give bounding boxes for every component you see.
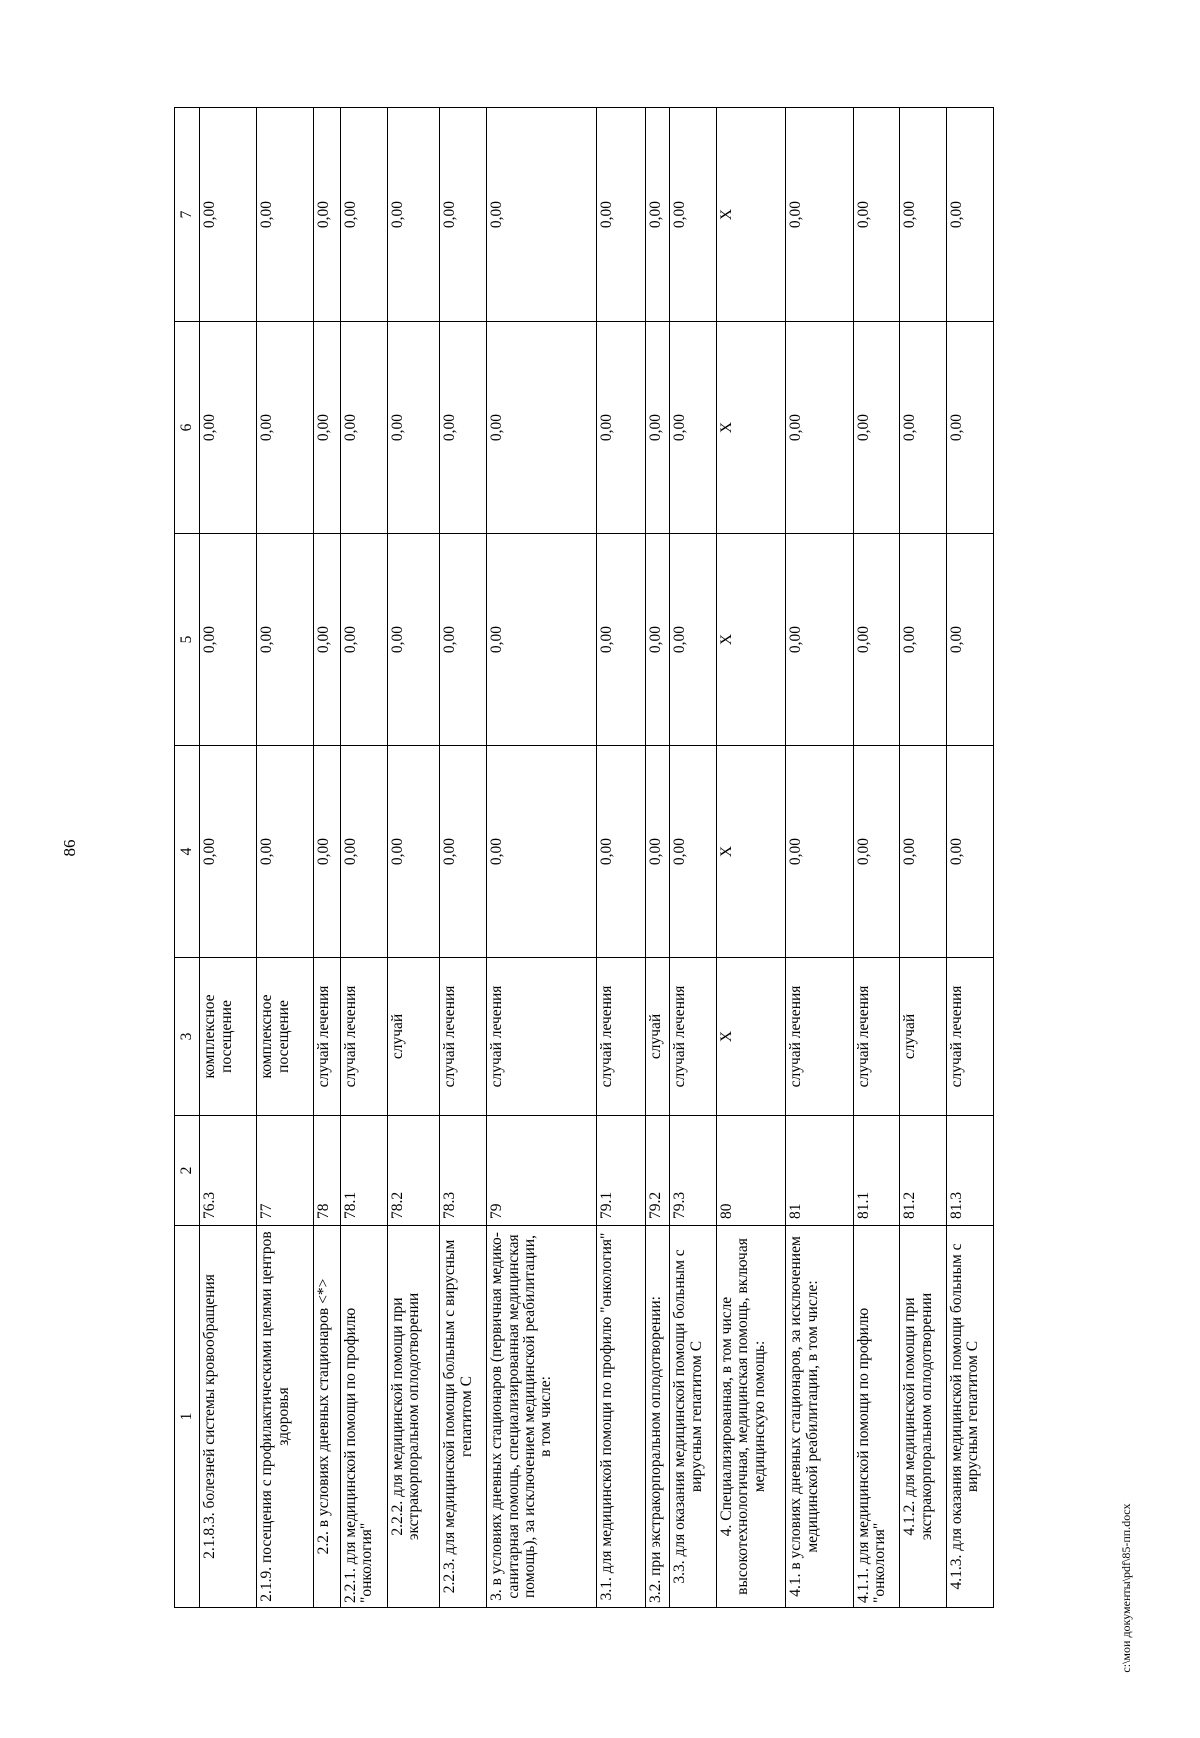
value-cell: 0,00 [900, 534, 947, 746]
value-cell: 0,00 [387, 534, 440, 746]
indicator-name-cell: 4.1.2. для медицинской помощи при экстракорпоральном оплодотворении [900, 1226, 947, 1608]
value-cell: 0,00 [670, 108, 717, 322]
value-cell: 0,00 [597, 322, 646, 534]
table-row [900, 108, 947, 1608]
value-cell: 0,00 [645, 108, 669, 322]
unit-cell: случай [900, 958, 947, 1116]
value-cell: 0,00 [645, 534, 669, 746]
value-cell: 0,00 [200, 746, 257, 958]
table-row [200, 108, 257, 1608]
unit-cell: случай лечения [786, 958, 853, 1116]
value-cell: 0,00 [387, 322, 440, 534]
row-number-cell: 81.2 [900, 1116, 947, 1226]
indicator-name-cell: 2.2.3. для медицинской помощи больным с вирусным гепатитом С [440, 1226, 487, 1608]
value-cell: 0,00 [900, 322, 947, 534]
unit-cell: случай лечения [314, 958, 340, 1116]
unit-cell: Х [717, 958, 786, 1116]
table-row [786, 108, 853, 1608]
footer-file-path: c:\мои документы\pdf\85-пп.docx [1119, 1503, 1133, 1673]
unit-cell: комплексное посещение [257, 958, 314, 1116]
table-row [670, 108, 717, 1608]
header-cell: 1 [175, 1226, 200, 1608]
value-cell: 0,00 [853, 108, 900, 322]
table-row [853, 108, 900, 1608]
unit-cell: случай лечения [440, 958, 487, 1116]
page-number: 86 [60, 839, 79, 857]
value-cell: 0,00 [947, 534, 994, 746]
value-cell: 0,00 [947, 108, 994, 322]
value-cell: 0,00 [200, 322, 257, 534]
unit-cell: случай [645, 958, 669, 1116]
value-cell: 0,00 [786, 322, 853, 534]
value-cell: 0,00 [597, 534, 646, 746]
table-row [947, 108, 994, 1608]
header-cell: 7 [175, 108, 200, 322]
row-number-cell: 76.3 [200, 1116, 257, 1226]
value-cell: 0,00 [786, 534, 853, 746]
value-cell: 0,00 [387, 746, 440, 958]
header-cell: 4 [175, 746, 200, 958]
value-cell: 0,00 [440, 322, 487, 534]
row-number-cell: 79.2 [645, 1116, 669, 1226]
value-cell: 0,00 [314, 746, 340, 958]
header-cell: 5 [175, 534, 200, 746]
indicator-name-cell: 3.3. для оказания медицинской помощи больным с вирусным гепатитом С [670, 1226, 717, 1608]
value-cell: 0,00 [786, 108, 853, 322]
table-row [340, 108, 387, 1608]
unit-cell: случай лечения [670, 958, 717, 1116]
row-number-cell: 79 [487, 1116, 597, 1226]
value-cell: 0,00 [597, 746, 646, 958]
value-cell: 0,00 [900, 108, 947, 322]
value-cell: Х [717, 322, 786, 534]
value-cell: 0,00 [487, 108, 597, 322]
unit-cell: случай лечения [597, 958, 646, 1116]
value-cell: 0,00 [257, 322, 314, 534]
value-cell: 0,00 [487, 534, 597, 746]
unit-cell: случай лечения [487, 958, 597, 1116]
row-number-cell: 78.3 [440, 1116, 487, 1226]
value-cell: 0,00 [487, 746, 597, 958]
header-cell: 3 [175, 958, 200, 1116]
row-number-cell: 81 [786, 1116, 853, 1226]
value-cell: 0,00 [670, 534, 717, 746]
value-cell: 0,00 [340, 108, 387, 322]
value-cell: 0,00 [670, 322, 717, 534]
value-cell: 0,00 [257, 746, 314, 958]
indicator-name-cell: 2.2.1. для медицинской помощи по профилю "онкология" [340, 1226, 387, 1608]
document-table-wrapper [174, 108, 994, 1608]
value-cell: 0,00 [314, 534, 340, 746]
row-number-cell: 78.2 [387, 1116, 440, 1226]
value-cell: 0,00 [200, 108, 257, 322]
row-number-cell: 81.1 [853, 1116, 900, 1226]
table-row [387, 108, 440, 1608]
medical-care-volume-table [174, 107, 994, 1608]
value-cell: Х [717, 534, 786, 746]
value-cell: 0,00 [645, 322, 669, 534]
table-row [487, 108, 597, 1608]
header-cell: 2 [175, 1116, 200, 1226]
indicator-name-cell: 4.1.1. для медицинской помощи по профилю "онкология" [853, 1226, 900, 1608]
row-number-cell: 77 [257, 1116, 314, 1226]
value-cell: 0,00 [670, 746, 717, 958]
table-row [717, 108, 786, 1608]
value-cell: 0,00 [314, 108, 340, 322]
value-cell: Х [717, 108, 786, 322]
indicator-name-cell: 2.1.9. посещения с профилактическими целями центров здоровья [257, 1226, 314, 1608]
value-cell: 0,00 [853, 534, 900, 746]
unit-cell: случай лечения [853, 958, 900, 1116]
value-cell: 0,00 [257, 108, 314, 322]
row-number-cell: 79.1 [597, 1116, 646, 1226]
header-cell: 6 [175, 322, 200, 534]
value-cell: 0,00 [340, 322, 387, 534]
value-cell: 0,00 [947, 322, 994, 534]
value-cell: 0,00 [340, 746, 387, 958]
indicator-name-cell: 3.2. при экстракорпоральном оплодотворении: [645, 1226, 669, 1608]
value-cell: 0,00 [597, 108, 646, 322]
indicator-name-cell: 3. в условиях дневных стационаров (первичная медико-санитарная помощь, специализированная медицинская помощь), за исключением медицинской реабилитации, в том числе: [487, 1226, 597, 1608]
row-number-cell: 78.1 [340, 1116, 387, 1226]
indicator-name-cell: 3.1. для медицинской помощи по профилю "онкология" [597, 1226, 646, 1608]
value-cell: Х [717, 746, 786, 958]
table-header-row [175, 108, 200, 1608]
value-cell: 0,00 [440, 534, 487, 746]
indicator-name-cell: 2.2.2. для медицинской помощи при экстракорпоральном оплодотворении [387, 1226, 440, 1608]
value-cell: 0,00 [314, 322, 340, 534]
unit-cell: случай лечения [340, 958, 387, 1116]
indicator-name-cell: 4. Специализированная, в том числе высокотехнологичная, медицинская помощь, включая медицинскую помощь: [717, 1226, 786, 1608]
value-cell: 0,00 [257, 534, 314, 746]
value-cell: 0,00 [645, 746, 669, 958]
table-row [645, 108, 669, 1608]
unit-cell: случай лечения [947, 958, 994, 1116]
unit-cell: комплексное посещение [200, 958, 257, 1116]
table-row [314, 108, 340, 1608]
row-number-cell: 78 [314, 1116, 340, 1226]
value-cell: 0,00 [853, 322, 900, 534]
table-row [257, 108, 314, 1608]
row-number-cell: 81.3 [947, 1116, 994, 1226]
value-cell: 0,00 [387, 108, 440, 322]
table-row [597, 108, 646, 1608]
value-cell: 0,00 [487, 322, 597, 534]
value-cell: 0,00 [786, 746, 853, 958]
value-cell: 0,00 [900, 746, 947, 958]
value-cell: 0,00 [440, 108, 487, 322]
table-row [440, 108, 487, 1608]
unit-cell: случай [387, 958, 440, 1116]
indicator-name-cell: 2.1.8.3. болезней системы кровообращения [200, 1226, 257, 1608]
row-number-cell: 80 [717, 1116, 786, 1226]
value-cell: 0,00 [853, 746, 900, 958]
indicator-name-cell: 4.1. в условиях дневных стационаров, за исключением медицинской реабилитации, в том числе: [786, 1226, 853, 1608]
indicator-name-cell: 2.2. в условиях дневных стационаров <*> [314, 1226, 340, 1608]
row-number-cell: 79.3 [670, 1116, 717, 1226]
indicator-name-cell: 4.1.3. для оказания медицинской помощи больным с вирусным гепатитом С [947, 1226, 994, 1608]
value-cell: 0,00 [440, 746, 487, 958]
value-cell: 0,00 [200, 534, 257, 746]
value-cell: 0,00 [340, 534, 387, 746]
value-cell: 0,00 [947, 746, 994, 958]
